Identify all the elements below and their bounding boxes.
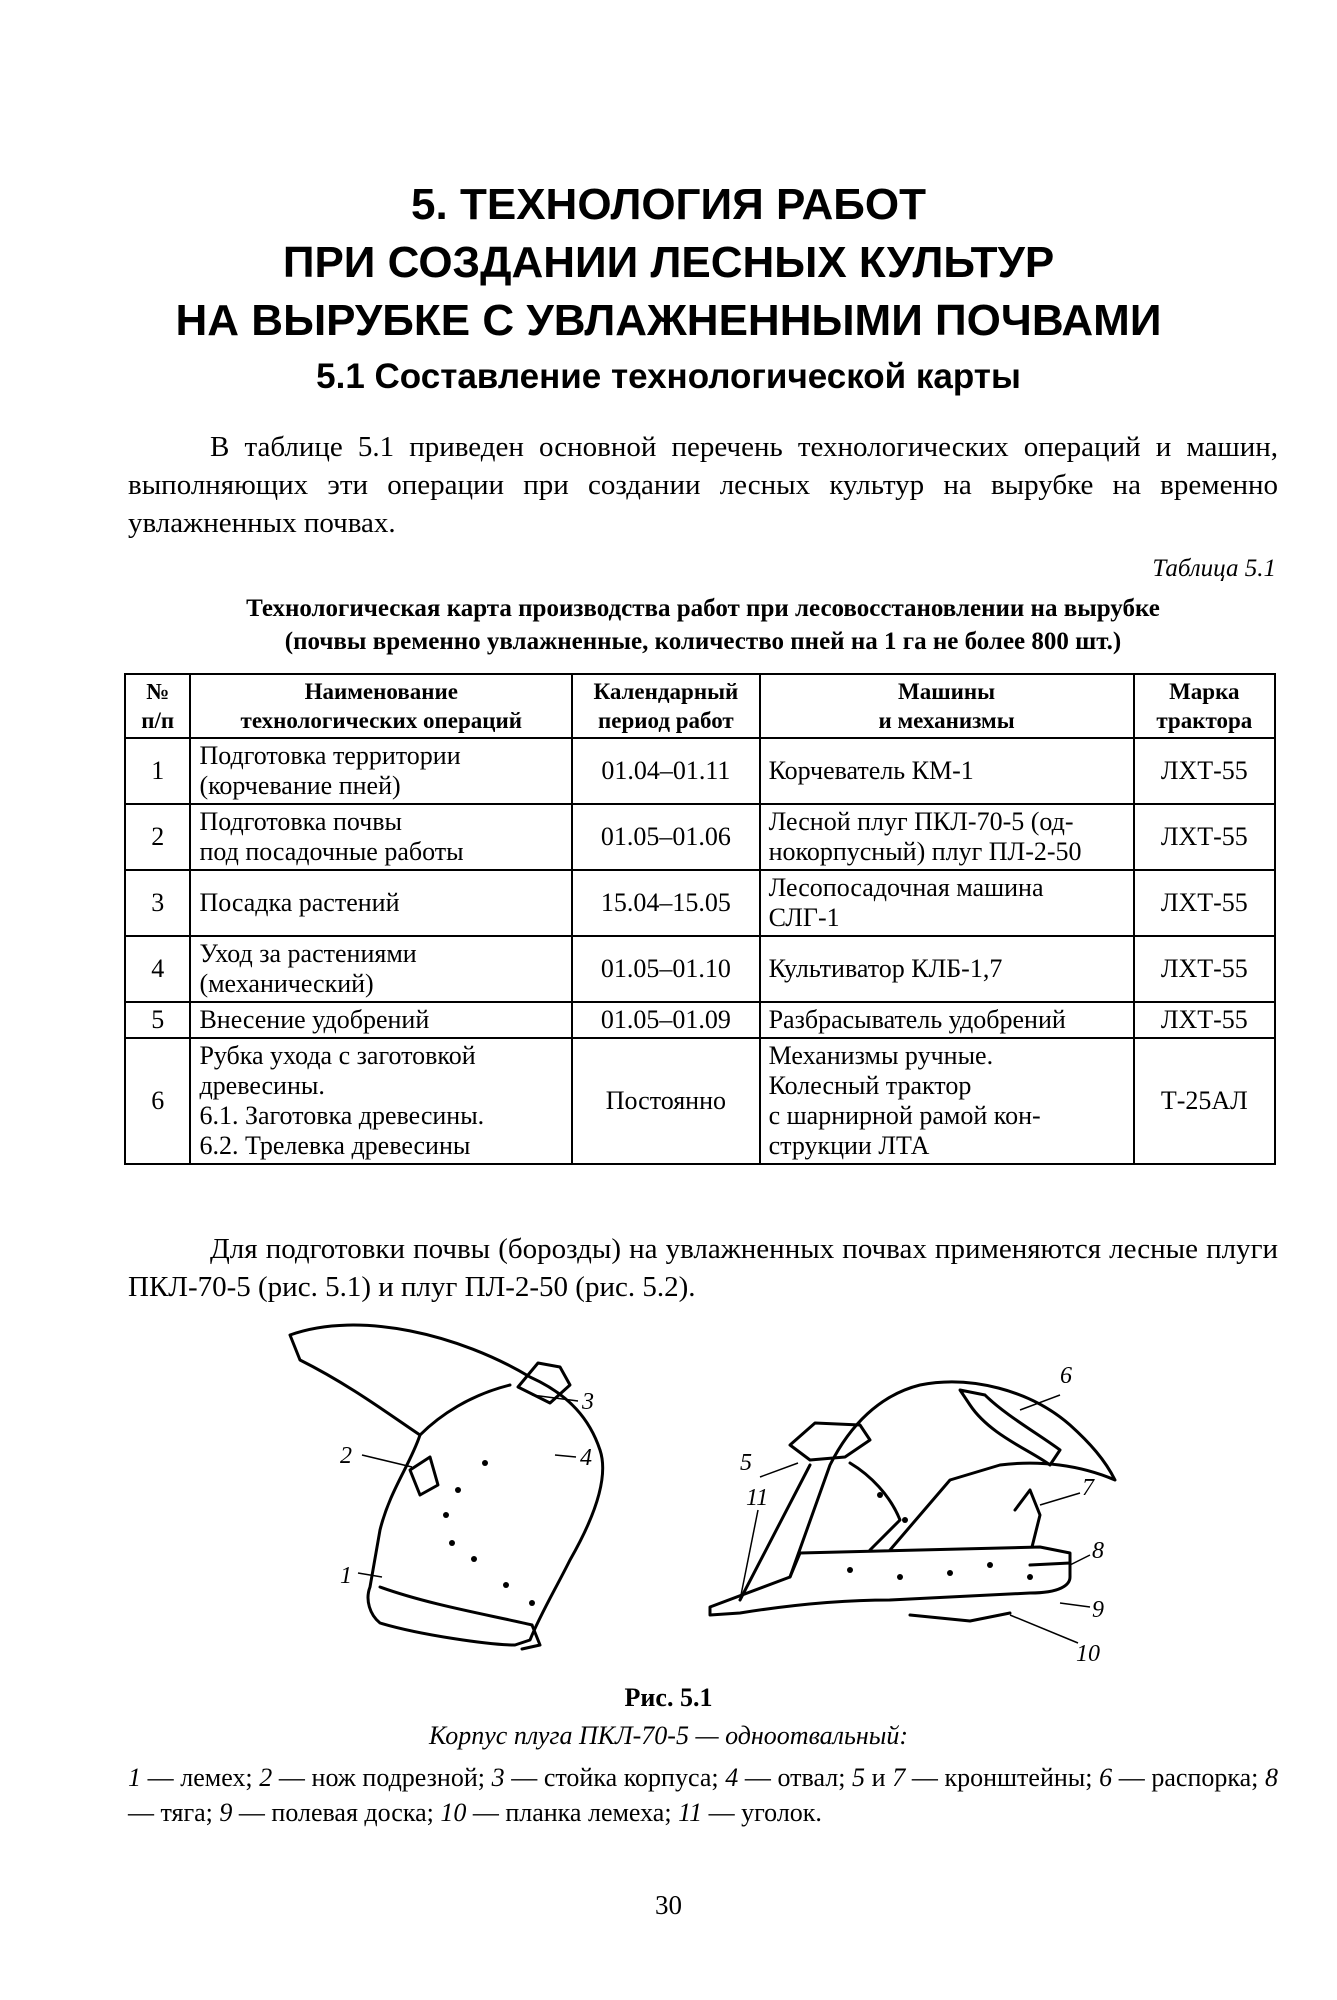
plow-body-figure	[270, 1315, 1150, 1675]
legend-num: 7	[892, 1763, 906, 1792]
cell-num: 6	[125, 1038, 190, 1164]
cell-operation: Уход за растениями (механический)	[190, 936, 572, 1002]
legend-text: — лемех;	[141, 1763, 260, 1792]
legend-num: 11	[678, 1798, 703, 1827]
legend-text: — отвал;	[738, 1763, 853, 1792]
table-row	[125, 738, 1275, 804]
chapter-title-line: ПРИ СОЗДАНИИ ЛЕСНЫХ КУЛЬТУР	[282, 238, 1055, 287]
figure-label: 4	[580, 1445, 592, 1471]
cell-machines: Культиватор КЛБ-1,7	[760, 936, 1134, 1002]
chapter-title-line: НА ВЫРУБКЕ С УВЛАЖНЕННЫМИ ПОЧВАМИ	[175, 296, 1162, 345]
figure-label: 8	[1092, 1538, 1104, 1564]
cell-operation: Внесение удобрений	[190, 1002, 572, 1038]
plow-left-drawing	[290, 1325, 603, 1649]
legend-text: — тяга;	[128, 1798, 220, 1827]
cell-operation: Посадка растений	[190, 870, 572, 936]
cell-num: 2	[125, 804, 190, 870]
table-row	[125, 804, 1275, 870]
legend-text: и	[865, 1763, 893, 1792]
legend-text: — полевая доска;	[232, 1798, 441, 1827]
legend-num: 5	[852, 1763, 866, 1792]
cell-period: 01.04–01.11	[572, 738, 759, 804]
legend-num: 3	[491, 1763, 505, 1792]
table-title-line: Технологическая карта производства работ при лесовосстановлении на вырубке	[246, 595, 1160, 622]
tech-map-table	[124, 673, 1276, 1165]
cell-machines: Механизмы ручные. Колесный трактор с шарнирной рамой кон- струкции ЛТА	[760, 1038, 1134, 1164]
figure-title: Рис. 5.1	[624, 1683, 713, 1712]
cell-tractor: ЛХТ-55	[1134, 870, 1275, 936]
figure-label: 10	[1076, 1641, 1100, 1667]
header-num: № п/п	[125, 674, 190, 738]
legend-num: 10	[440, 1798, 467, 1827]
table-header-row	[125, 674, 1275, 738]
figure-label: 1	[340, 1563, 352, 1589]
cell-operation: Подготовка территории (корчевание пней)	[190, 738, 572, 804]
figure-label: 7	[1082, 1475, 1094, 1501]
table-row	[125, 936, 1275, 1002]
legend-num: 8	[1265, 1763, 1279, 1792]
cell-num: 5	[125, 1002, 190, 1038]
legend-text: — стойка корпуса;	[504, 1763, 726, 1792]
figure-label: 3	[582, 1389, 594, 1415]
legend-num: 4	[725, 1763, 739, 1792]
table-row	[125, 870, 1275, 936]
header-tractor: Марка трактора	[1134, 674, 1275, 738]
cell-period: 01.05–01.06	[572, 804, 759, 870]
cell-num: 4	[125, 936, 190, 1002]
cell-machines: Разбрасыватель удобрений	[760, 1002, 1134, 1038]
cell-operation: Подготовка почвы под посадочные работы	[190, 804, 572, 870]
cell-tractor: Т-25АЛ	[1134, 1038, 1275, 1164]
cell-period: 01.05–01.10	[572, 936, 759, 1002]
figure-legend	[128, 1760, 1278, 1830]
cell-period: Постоянно	[572, 1038, 759, 1164]
legend-text: — кронштейны;	[905, 1763, 1100, 1792]
figure-subtitle: Корпус плуга ПКЛ-70-5 — одноотвальный:	[428, 1721, 909, 1750]
legend-text: — уголок.	[702, 1798, 822, 1827]
page-number: 30	[655, 1890, 682, 1920]
section-title: 5.1 Составление технологической карты	[316, 357, 1021, 396]
table-row	[125, 1002, 1275, 1038]
figure-label: 6	[1060, 1363, 1072, 1389]
table-caption: Таблица 5.1	[1152, 555, 1276, 582]
cell-machines: Лесопосадочная машина СЛГ-1	[760, 870, 1134, 936]
legend-num: 6	[1099, 1763, 1113, 1792]
table-title	[128, 592, 1278, 658]
figure-label: 2	[340, 1443, 352, 1469]
legend-text: — распорка;	[1112, 1763, 1266, 1792]
cell-operation: Рубка ухода с заготовкой древесины. 6.1. Заготовка древесины. 6.2. Трелевка древесины	[190, 1038, 572, 1164]
header-machines: Машины и механизмы	[760, 674, 1134, 738]
chapter-title-line: 5. ТЕХНОЛОГИЯ РАБОТ	[411, 180, 926, 229]
cell-tractor: ЛХТ-55	[1134, 936, 1275, 1002]
legend-num: 2	[259, 1763, 273, 1792]
cell-num: 1	[125, 738, 190, 804]
legend-text: — нож подрезной;	[272, 1763, 492, 1792]
header-period: Календарный период работ	[572, 674, 759, 738]
plow-paragraph: Для подготовки почвы (борозды) на увлажненных почвах применяются лесные плуги ПКЛ-70-5 (рис. 5.1) и плуг ПЛ-2-50 (рис. 5.2).	[128, 1233, 1278, 1303]
cell-num: 3	[125, 870, 190, 936]
legend-text: — планка лемеха;	[466, 1798, 679, 1827]
table-row	[125, 1038, 1275, 1164]
cell-machines: Лесной плуг ПКЛ-70-5 (од- нокорпусный) плуг ПЛ-2-50	[760, 804, 1134, 870]
legend-num: 1	[128, 1763, 141, 1792]
cell-machines: Корчеватель КМ-1	[760, 738, 1134, 804]
chapter-title	[0, 176, 1337, 350]
cell-tractor: ЛХТ-55	[1134, 1002, 1275, 1038]
figure-label: 9	[1092, 1597, 1104, 1623]
cell-tractor: ЛХТ-55	[1134, 738, 1275, 804]
cell-period: 01.05–01.09	[572, 1002, 759, 1038]
header-operation: Наименование технологических операций	[190, 674, 572, 738]
cell-period: 15.04–15.05	[572, 870, 759, 936]
intro-paragraph: В таблице 5.1 приведен основной перечень технологических операций и машин, выполняющих эти операции при создании лесных культур на вырубке на временно увлажненных почвах.	[128, 431, 1278, 539]
legend-num: 9	[219, 1798, 233, 1827]
figure-label: 5	[740, 1450, 752, 1476]
table-title-line: (почвы временно увлажненные, количество пней на 1 га не более 800 шт.)	[284, 628, 1122, 655]
figure-label: 11	[746, 1485, 769, 1511]
cell-tractor: ЛХТ-55	[1134, 804, 1275, 870]
